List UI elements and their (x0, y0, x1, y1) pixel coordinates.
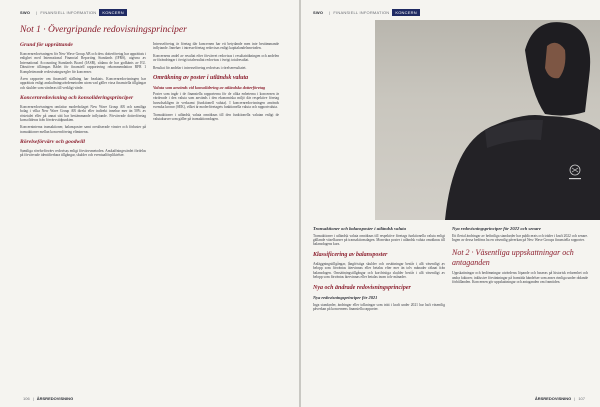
sub-heading: Valuta som används vid konsolidering av utländska dotterföretag (153, 85, 266, 91)
left-column-1 (20, 42, 146, 158)
left-page-footer: 106 | ÅRSREDOVISNING (23, 395, 74, 401)
paragraph: Transaktioner i utländsk valuta omräknas till respektive företags funktionella valuta enligt gällande växelkurser på transaktionsdagen. Monetära poster i utländsk valuta omräknas till balansdagens kurs. (313, 233, 445, 247)
paragraph: Uppskattningar och bedömningar utvärderas löpande och baseras på historisk erfarenhet och andra faktorer, inklusive förväntningar på framtida händelser som anses rimliga under rådande förhållanden. Koncernen gör uppskattningar och antaganden om framtiden. (452, 271, 588, 285)
paragraph: Ett flertal ändringar av befintliga standarder har publicerats och träder i kraft 2022 och senare. Ingen av dessa bedöms ha en väsentlig påverkan på New Wave Groups finansiella rapporter. (452, 233, 588, 242)
sub-heading: Transaktioner och balansposter i utländsk valuta (313, 226, 406, 231)
paragraph: Koncernens andel av resultat efter förvärvet redovisas i resultaträkningen och andelen av förändringar i övrigt totalresultat redovisas i övrigt totalresultat. (153, 53, 279, 63)
page-number: 107 (578, 395, 585, 401)
paragraph: Även rapporter om finansiell ställning har beaktats. Koncernredovisningen har upprättats enligt anskaffningsvärdemetoden utom vad gäller vissa finansiella tillgångar och skulder som värderas till verkligt värde. (20, 77, 146, 90)
right-page-header: SWO | FINANSIELL INFORMATION KONCERN (313, 9, 420, 16)
sub-heading: Nya redovisningsprinciper för 2021 (313, 295, 378, 301)
paragraph: Samtliga rörelseförvärv redovisas enligt förvärvsmetoden. Anskaffningsvärdet fördelas på förvärvade identifierbara tillgångar, skulder och eventualförpliktelser. (20, 148, 146, 158)
section-title: Not 2 · Väsentliga uppskattningar och antaganden (452, 248, 574, 267)
right-column-2 (452, 226, 588, 285)
header-tag: KONCERN (99, 9, 126, 16)
header-section: FINANSIELL INFORMATION (333, 10, 390, 15)
hero-photo (375, 20, 600, 220)
page-title: Not 1 · Övergripande redovisningsprinciper (20, 25, 187, 35)
paragraph: Transaktioner i utländsk valuta omräknas till den funktionella valutan enligt de valutakurser som gäller på transaktionsdagen. (153, 112, 279, 122)
section-heading: Koncernredovisning och konsolideringsprinciper (20, 95, 134, 102)
left-page-header: SWO | FINANSIELL INFORMATION KONCERN (20, 9, 127, 16)
header-tag: KONCERN (392, 9, 419, 16)
right-page (301, 0, 600, 407)
section-heading: Rörelseförvärv och goodwill (20, 139, 85, 146)
footer-brand: ÅRSREDOVISNING (534, 395, 572, 401)
left-column-2 (153, 42, 279, 121)
header-section: FINANSIELL INFORMATION (40, 10, 97, 15)
section-heading: Klassificering av balansposter (313, 251, 388, 258)
paragraph: Koncernredovisningen omfattar moderbolaget New Wave Group AB och samtliga bolag i vilka New Wave Group AB direkt eller indirekt innehar mer än 50% av röstetalet eller på annat sätt har bestämmande inflytande. Förvärvade dotterföretag konsolideras från förvärvstidpunkten. (20, 104, 146, 122)
paragraph: Koncerninterna transaktioner, balansposter samt orealiserade vinster och förluster på transaktioner mellan koncernföretag elimineras. (20, 125, 146, 134)
paragraph: Inga standarder, ändringar eller tolkningar som trätt i kraft under 2021 har haft väsentlig påverkan på koncernens finansiella rapporter. (313, 302, 445, 312)
paragraph: Intresseföretag är företag där koncernen har ett betydande men inte bestämmande inflytande. Innehav i intresseföretag redovisas enligt kapitalandelsmetoden. (153, 42, 279, 51)
section-heading: Grund för upprättande (20, 42, 73, 48)
header-brand: SWO (20, 10, 31, 15)
paragraph: Resultat för andelar i intresseföretag redovisas i rörelseresultatet. (153, 65, 247, 70)
left-page (0, 0, 299, 407)
athlete-illustration (375, 20, 600, 220)
section-heading: Omräkning av poster i utländsk valuta (153, 75, 249, 82)
right-page-footer: ÅRSREDOVISNING | 107 (534, 395, 585, 401)
paragraph: Koncernredovisningen för New Wave Group AB och dess dotterföretag har upprättats i enlighet med International Financial Reporting Standards (IFRS), utgivna av International Accounting Standards Board (IASB), sådana de har godkänts av EU. Därutöver tillämpas Rådet för finansiell rapportering rekommendation RFR 1 Kompletterande redovisningsregler för koncerner. (20, 52, 146, 74)
footer-brand: ÅRSREDOVISNING (36, 395, 74, 401)
paragraph: Poster som ingår i de finansiella rapporterna för de olika enheterna i koncernen är värderade i den valuta som används i den ekonomiska miljö där respektive företag huvudsakligen är verksamt (funktionell valuta). I koncernredovisningen används svenska kronor (SEK), vilket är moderföretagets funktionella valuta och rapportvaluta. (153, 92, 279, 110)
paragraph: Anläggningstillgångar, långfristiga skulder och avsättningar består i allt väsentligt av belopp som förväntas återvinnas eller betalas efter mer än tolv månader räknat från balansdagen. Omsättningstillgångar och kortfristiga skulder består i allt väsentligt av belopp som förväntas återvinnas eller betalas inom tolv månader. (313, 261, 445, 280)
header-brand: SWO (313, 10, 324, 15)
page-number: 106 (23, 395, 30, 401)
right-column-1 (313, 226, 445, 312)
sub-heading: Nya redovisningsprinciper för 2022 och senare (452, 226, 541, 231)
section-heading: Nya och ändrade redovisningsprinciper (313, 285, 411, 292)
